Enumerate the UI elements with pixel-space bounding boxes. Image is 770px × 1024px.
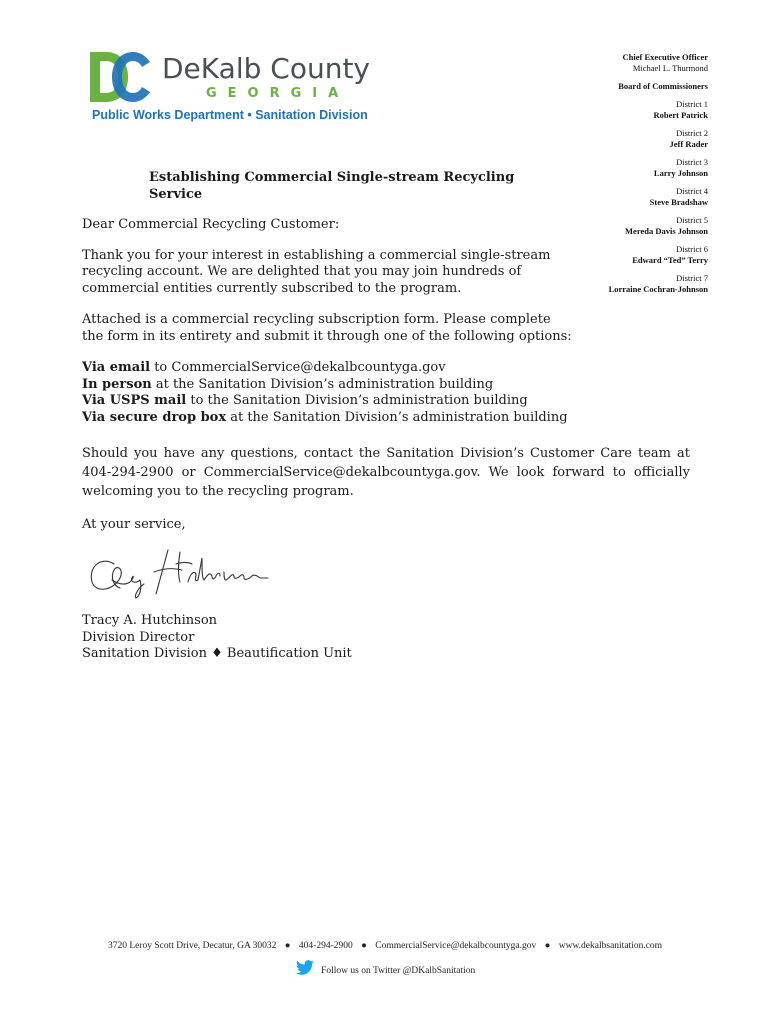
letter-heading: Establishing Commercial Single-stream Recycling Service bbox=[149, 170, 515, 202]
dc-logo-mark-icon bbox=[88, 50, 152, 104]
district-entry bbox=[508, 99, 708, 121]
ceo-name: Michael L. Thurmond bbox=[632, 63, 708, 73]
twitter-bird-icon bbox=[295, 960, 315, 976]
commissioner-name: Larry Johnson bbox=[653, 168, 708, 178]
closing-line: At your service, bbox=[82, 517, 186, 532]
letter-body bbox=[82, 170, 692, 663]
questions-paragraph: Should you have any questions, contact the Sanitation Division’s Customer Care team at 404-294-2900 or CommercialService@dekalbcountyga.gov. We look forward to officially welcoming you to the recycling program. bbox=[82, 446, 690, 499]
commissioner-name: Mereda Davis Johnson bbox=[625, 226, 708, 236]
footer-address: 3720 Leroy Scott Drive, Decatur, GA 30032 bbox=[107, 941, 277, 951]
submission-option bbox=[82, 360, 692, 377]
option-label: Via email bbox=[82, 360, 151, 375]
submission-option bbox=[82, 393, 692, 410]
commissioner-name: Robert Patrick bbox=[653, 110, 708, 120]
signer-unit: Sanitation Division ♦ Beautification Unit bbox=[82, 646, 352, 661]
submission-options-list bbox=[82, 360, 692, 426]
option-label: Via USPS mail bbox=[82, 393, 187, 408]
footer-phone: 404-294-2900 bbox=[298, 941, 353, 951]
salutation: Dear Commercial Recycling Customer: bbox=[82, 217, 340, 232]
option-label: In person bbox=[82, 376, 152, 392]
logo-county-name: DeKalb County bbox=[162, 52, 370, 85]
option-text: to the Sanitation Division’s administration building bbox=[186, 393, 528, 408]
district-label: District 3 bbox=[676, 157, 708, 167]
commissioner-name: Steve Bradshaw bbox=[649, 197, 708, 207]
form-paragraph: Attached is a commercial recycling subscription form. Please complete the form in its entirety and submit it through one of the following options: bbox=[82, 312, 572, 344]
intro-paragraph: Thank you for your interest in establishing a commercial single-stream recycling account. We are delighted that you may join hundreds of commercial entities currently subscribed to the program. bbox=[82, 247, 551, 296]
footer-website[interactable]: www.dekalbsanitation.com bbox=[558, 941, 663, 951]
district-label: District 4 bbox=[676, 186, 708, 196]
signer-name: Tracy A. Hutchinson bbox=[82, 613, 218, 628]
footer-email[interactable]: CommercialService@dekalbcountyga.gov bbox=[375, 941, 537, 951]
commissioner-name: Edward “Ted” Terry bbox=[632, 255, 708, 265]
ceo-title: Chief Executive Officer bbox=[622, 52, 708, 62]
option-label: Via secure drop box bbox=[82, 409, 227, 425]
board-title: Board of Commissioners bbox=[618, 81, 708, 91]
district-label: District 5 bbox=[676, 215, 708, 225]
logo-department: Public Works Department • Sanitation Division bbox=[92, 108, 368, 122]
footer-separator: ● bbox=[361, 941, 367, 951]
signer-title: Division Director bbox=[82, 629, 195, 645]
commissioner-name: Jeff Rader bbox=[669, 139, 708, 149]
submission-option bbox=[82, 410, 692, 427]
dekalb-county-logo bbox=[88, 50, 378, 126]
footer-contact bbox=[0, 941, 770, 951]
commissioner-name: Lorraine Cochran-Johnson bbox=[608, 284, 708, 294]
handwritten-signature bbox=[84, 542, 274, 602]
option-text: to CommercialService@dekalbcountyga.gov bbox=[150, 360, 446, 375]
twitter-handle-text[interactable]: Follow us on Twitter @DKalbSanitation bbox=[321, 966, 476, 976]
footer-separator: ● bbox=[544, 941, 551, 951]
submission-option bbox=[82, 377, 692, 394]
district-entry bbox=[508, 128, 708, 150]
footer-separator: ● bbox=[284, 941, 291, 951]
option-text: at the Sanitation Division’s administration building bbox=[151, 376, 494, 392]
option-text: at the Sanitation Division’s administration building bbox=[226, 409, 568, 425]
district-label: District 6 bbox=[676, 244, 708, 254]
logo-state-name: GEORGIA bbox=[206, 86, 350, 101]
district-label: District 1 bbox=[676, 99, 708, 109]
twitter-follow bbox=[0, 960, 770, 976]
district-label: District 2 bbox=[676, 128, 708, 138]
district-label: District 7 bbox=[676, 273, 708, 283]
